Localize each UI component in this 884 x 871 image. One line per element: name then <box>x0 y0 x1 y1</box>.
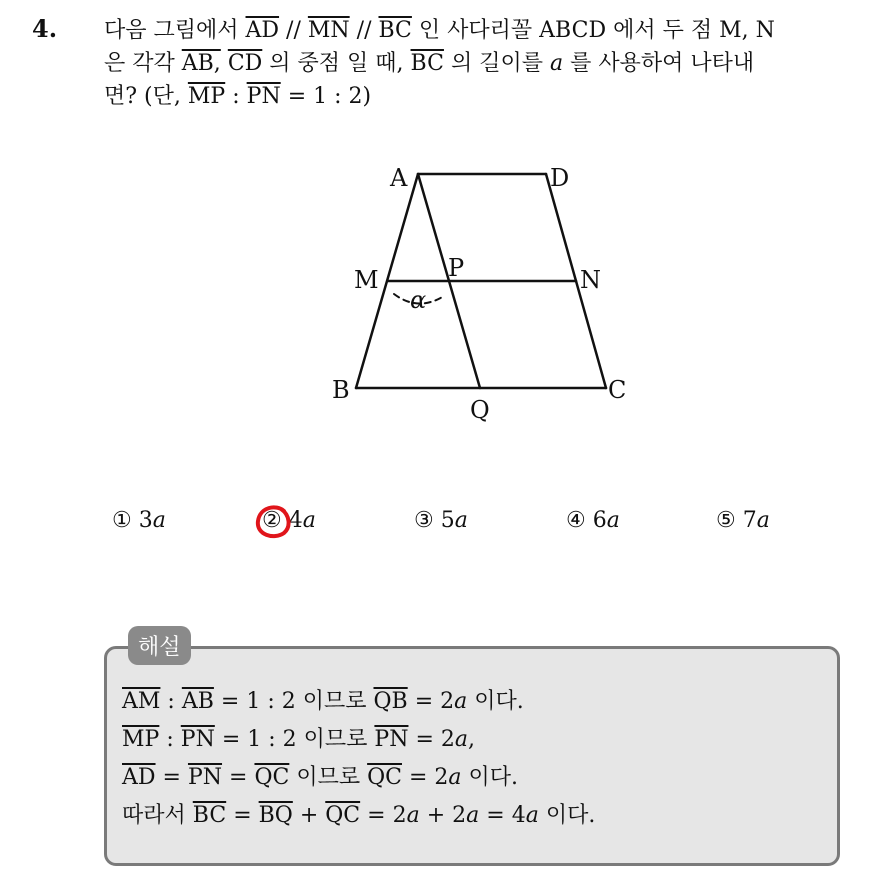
equals-sign: = <box>162 765 181 790</box>
solution-line-3 <box>122 760 518 791</box>
solution-line-1 <box>122 684 524 715</box>
text-span: = 2 <box>408 765 449 790</box>
text-span: 따라서 <box>122 803 186 828</box>
label-m: M <box>354 266 379 294</box>
variable-a: a <box>406 803 420 828</box>
segment-qc: $\overline{QC}$ <box>325 803 361 828</box>
answer-choices <box>0 508 884 542</box>
text-span: + 2 <box>426 803 467 828</box>
segment-ab: $\overline{AB}$ <box>181 689 214 714</box>
segment-bc: $\overline{BC}$ <box>192 803 227 828</box>
choice-number: ② <box>262 508 282 533</box>
label-q: Q <box>470 396 490 424</box>
variable-a: a <box>466 803 480 828</box>
ratio-colon: : <box>232 84 240 109</box>
text-span: 의 길이를 <box>450 51 543 76</box>
segment-pn: $\overline{PN}$ <box>246 84 281 109</box>
text-span: = 1 : 2) <box>287 84 372 109</box>
segment-pn: $\overline{PN}$ <box>180 727 215 752</box>
solution-line-2 <box>122 722 475 753</box>
variable-a: a <box>525 803 539 828</box>
text-span: 이다. <box>474 689 524 714</box>
label-alpha: α <box>410 286 427 314</box>
parallel-symbol: // <box>286 18 301 43</box>
variable-a: a <box>454 689 468 714</box>
segment-bc: $\overline{BC}$ <box>410 51 444 76</box>
solution-tab: 해설 <box>128 626 191 665</box>
segment-ad: $\overline{AD}$ <box>122 765 156 790</box>
label-b: B <box>332 376 350 404</box>
choice-variable: a <box>454 508 468 533</box>
choice-number: ③ <box>414 508 434 533</box>
choice-3[interactable] <box>414 508 468 533</box>
text-span: 를 사용하여 나타내 <box>570 51 755 76</box>
text-span: 이다. <box>545 803 596 828</box>
ratio-colon: : <box>167 689 175 714</box>
choice-4[interactable] <box>566 508 620 533</box>
segment-cd: $\overline{CD}$ <box>227 51 263 76</box>
segment-qc: $\overline{QC}$ <box>367 765 402 790</box>
answer-circle-mark <box>254 503 292 541</box>
choice-value: 7 <box>742 508 757 533</box>
variable-a: a <box>454 727 469 752</box>
solution-line-4 <box>122 798 595 829</box>
segment-mn: $\overline{MN}$ <box>307 18 350 43</box>
choice-1[interactable] <box>112 508 166 533</box>
label-a: A <box>390 164 408 192</box>
choice-variable: a <box>756 508 770 533</box>
text-span: = 2 <box>367 803 407 828</box>
choice-variable: a <box>302 508 316 533</box>
question-text <box>104 14 864 113</box>
choice-value: 3 <box>138 508 153 533</box>
segment-mp: $\overline{MP}$ <box>187 84 226 109</box>
choice-value: 6 <box>592 508 607 533</box>
segment-ab: AB, <box>181 51 221 76</box>
question-line-3 <box>104 80 864 113</box>
segment-am: $\overline{AM}$ <box>122 689 161 714</box>
parallel-symbol: // <box>356 18 372 43</box>
text-span: = 2 <box>415 727 455 752</box>
segment-bc: $\overline{BC}$ <box>378 18 412 43</box>
solution-box <box>104 646 840 866</box>
text-span: , <box>468 727 476 752</box>
choice-value: 5 <box>440 508 455 533</box>
choice-number: ⑤ <box>716 508 736 533</box>
choice-variable: a <box>152 508 166 533</box>
text-span: 다음 그림에서 <box>104 18 239 43</box>
text-span: = 4 <box>486 803 526 828</box>
label-n: N <box>580 266 601 294</box>
segment-ad: $\overline{AD}$ <box>245 18 280 43</box>
equals-sign: = <box>229 765 248 790</box>
variable-a: a <box>448 765 462 790</box>
text-span: 이다. <box>468 765 519 790</box>
choice-value: 4 <box>288 508 303 533</box>
plus-sign: + <box>299 803 319 828</box>
text-span: 인 사다리꼴 ABCD 에서 두 점 M, N <box>418 18 775 43</box>
variable-a: a <box>549 51 564 76</box>
label-c: C <box>608 376 627 404</box>
text-span: 의 중점 일 때, <box>269 51 404 76</box>
segment-mp: $\overline{MP}$ <box>122 727 160 752</box>
text-span: 면? (단, <box>104 84 181 109</box>
text-span: = 2 <box>414 689 455 714</box>
segment-qc: $\overline{QC}$ <box>254 765 290 790</box>
text-span: 은 각각 <box>104 51 175 76</box>
ratio-colon: : <box>166 727 174 752</box>
trapezoid-figure <box>320 150 640 440</box>
text-span: = 1 : 2 이므로 <box>220 689 367 714</box>
text-span: = 1 : 2 이므로 <box>221 727 368 752</box>
choice-variable: a <box>606 508 620 533</box>
label-d: D <box>550 164 570 192</box>
text-span: 이므로 <box>296 765 361 790</box>
question-line-2 <box>104 47 864 80</box>
segment-pn: $\overline{PN}$ <box>374 727 409 752</box>
segment-pn: $\overline{PN}$ <box>187 765 223 790</box>
label-p: P <box>448 254 465 282</box>
segment-qb: $\overline{QB}$ <box>373 689 408 714</box>
choice-number: ① <box>112 508 132 533</box>
equals-sign: = <box>233 803 252 828</box>
choice-number: ④ <box>566 508 586 533</box>
segment-bq: $\overline{BQ}$ <box>258 803 293 828</box>
question-number: 4. <box>32 14 58 43</box>
question-line-1 <box>104 14 864 47</box>
choice-5[interactable] <box>716 508 770 533</box>
